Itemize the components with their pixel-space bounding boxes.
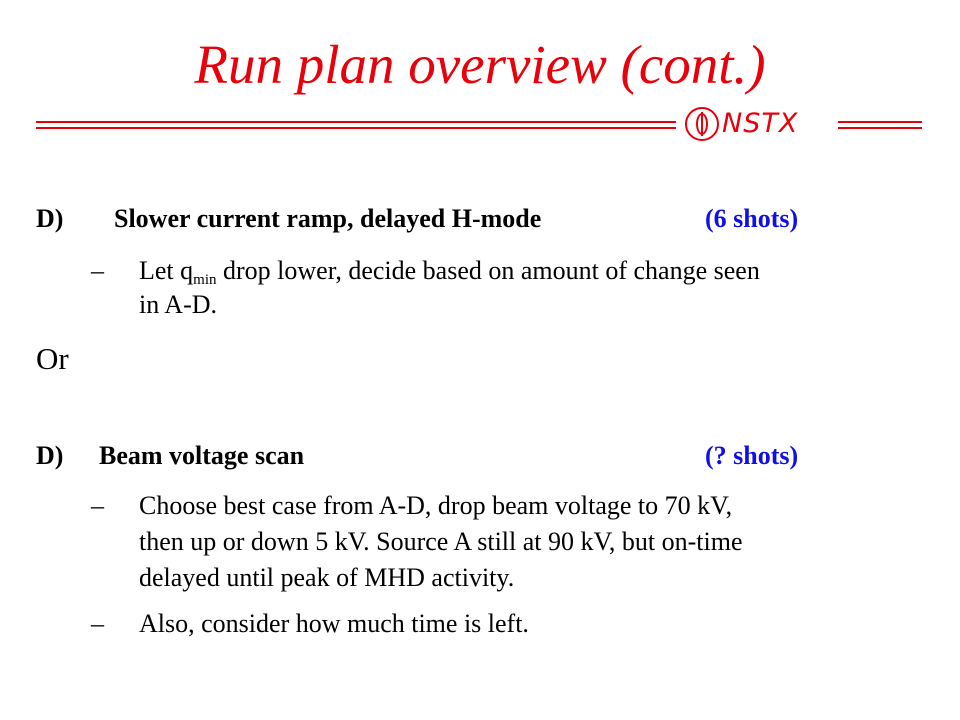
nstx-logo-text: NSTX (722, 108, 799, 139)
header-rule-left-bottom (36, 127, 676, 129)
item1-marker: D) (36, 204, 64, 233)
item1-bullet-line2: in A-D. (139, 290, 217, 319)
item2-bullet1-line1: Choose best case from A-D, drop beam voltage to 70 kV, (139, 491, 733, 520)
header-rule-right-bottom (838, 127, 922, 129)
item1-bullet-sub: min (193, 272, 217, 288)
item2-bullet2-dash: – (91, 609, 104, 638)
item2-bullet1-line3: delayed until peak of MHD activity. (139, 563, 515, 592)
item1-shots: (6 shots) (705, 204, 799, 233)
item1-heading: Slower current ramp, delayed H-mode (114, 204, 542, 233)
item2-heading: Beam voltage scan (99, 441, 305, 470)
item2-bullet1-line2: then up or down 5 kV. Source A still at 90 kV, but on-time (139, 527, 743, 556)
header-rule-right-top (838, 121, 922, 123)
nstx-logo-icon (685, 107, 719, 141)
item1-bullet-pre: Let q (139, 256, 194, 285)
item2-marker: D) (36, 441, 64, 470)
item1-bullet-post: drop lower, decide based on amount of change seen (216, 256, 760, 285)
page-title: Run plan overview (cont.) (194, 34, 766, 95)
item1-bullet-line1 (139, 255, 760, 296)
header-rule-left-top (36, 121, 676, 123)
or-label: Or (36, 341, 69, 376)
item2-bullet2-line1: Also, consider how much time is left. (139, 609, 529, 638)
item2-bullet1-dash: – (91, 491, 104, 520)
item2-shots: (? shots) (705, 441, 799, 470)
item1-bullet-dash: – (91, 256, 104, 285)
